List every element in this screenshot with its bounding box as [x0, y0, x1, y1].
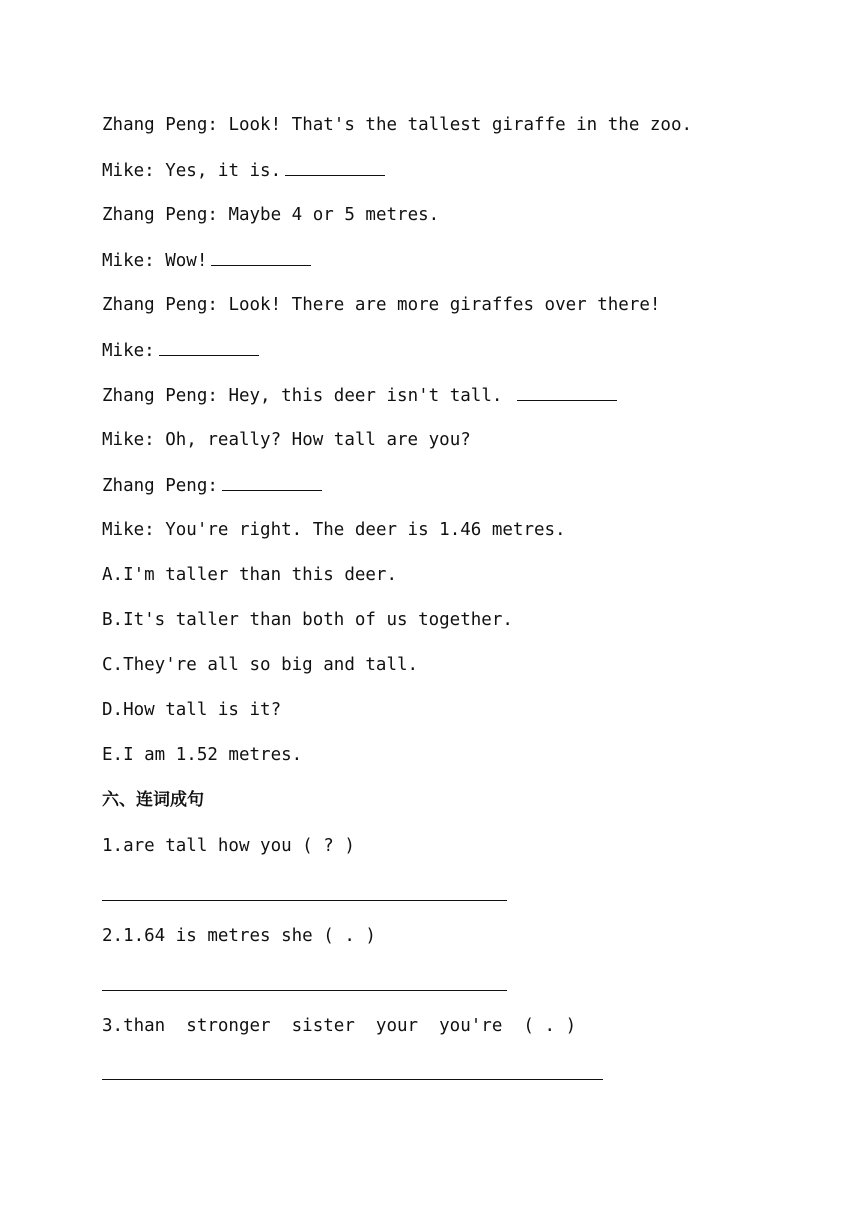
- option-d: D.How tall is it?: [102, 700, 282, 720]
- speaker: Mike:: [102, 520, 155, 540]
- speaker: Mike:: [102, 161, 155, 181]
- utterance: You're right. The deer is 1.46 metres.: [165, 520, 566, 540]
- dialogue-line-2: [102, 158, 385, 182]
- dialogue-line-7: [102, 383, 617, 407]
- section-heading: 六、连词成句: [102, 790, 204, 810]
- dialogue-line-5: [102, 293, 660, 317]
- question-3: 3.than stronger sister your you're ( . ): [102, 1016, 577, 1036]
- speaker: Zhang Peng:: [102, 295, 218, 315]
- speaker: Zhang Peng:: [102, 386, 218, 406]
- dialogue-line-8: [102, 428, 471, 452]
- answer-line-1[interactable]: [102, 900, 507, 901]
- utterance: Yes, it is.: [165, 161, 282, 181]
- option-b: B.It's taller than both of us together.: [102, 610, 513, 630]
- option-e: E.I am 1.52 metres.: [102, 745, 303, 765]
- utterance: Hey, this deer isn't tall.: [228, 386, 503, 406]
- answer-line-3[interactable]: [102, 1079, 603, 1080]
- speaker: Mike:: [102, 430, 155, 450]
- answer-blank[interactable]: [211, 248, 311, 266]
- speaker: Zhang Peng:: [102, 476, 218, 496]
- answer-blank[interactable]: [285, 158, 385, 176]
- utterance: Maybe 4 or 5 metres.: [228, 205, 440, 225]
- answer-line-2[interactable]: [102, 990, 507, 991]
- answer-blank[interactable]: [222, 473, 322, 491]
- dialogue-line-9: [102, 473, 322, 497]
- dialogue-line-10: [102, 518, 566, 542]
- utterance: Wow!: [165, 251, 208, 271]
- dialogue-line-4: [102, 248, 311, 272]
- speaker: Zhang Peng:: [102, 115, 218, 135]
- utterance: Oh, really? How tall are you?: [165, 430, 471, 450]
- speaker: Mike:: [102, 251, 155, 271]
- answer-blank[interactable]: [517, 383, 617, 401]
- dialogue-line-6: [102, 338, 259, 362]
- question-2: 2.1.64 is metres she ( . ): [102, 926, 376, 946]
- utterance: Look! There are more giraffes over there!: [228, 295, 661, 315]
- option-c: C.They're all so big and tall.: [102, 655, 419, 675]
- option-a: A.I'm taller than this deer.: [102, 565, 398, 585]
- dialogue-line-1: [102, 113, 692, 137]
- speaker: Zhang Peng:: [102, 205, 218, 225]
- dialogue-line-3: [102, 203, 439, 227]
- utterance: Look! That's the tallest giraffe in the zoo.: [228, 115, 693, 135]
- answer-blank[interactable]: [159, 338, 259, 356]
- question-1: 1.are tall how you ( ? ): [102, 836, 355, 856]
- speaker: Mike:: [102, 341, 155, 361]
